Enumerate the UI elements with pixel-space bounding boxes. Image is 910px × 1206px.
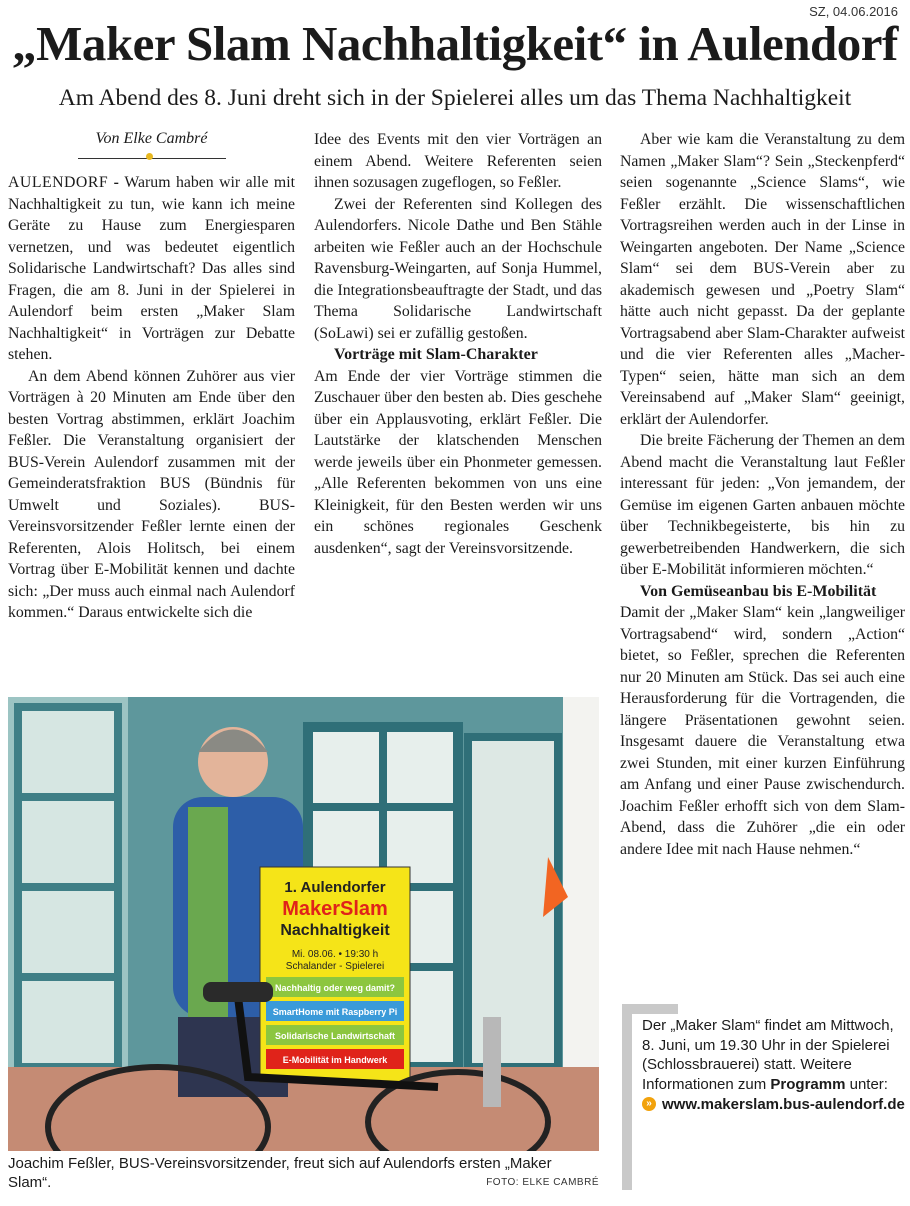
poster-subtitle: Nachhaltigkeit bbox=[280, 922, 390, 939]
dateline-place: AULENDORF bbox=[8, 174, 109, 191]
dateline-separator: - bbox=[108, 174, 125, 191]
byline-dot bbox=[146, 153, 153, 160]
headline: „Maker Slam Nachhaltigkeit“ in Aulendorf bbox=[12, 16, 898, 71]
info-bold-word: Programm bbox=[770, 1075, 846, 1093]
article-photo bbox=[8, 697, 599, 1151]
column-2 bbox=[314, 129, 602, 559]
source-date: SZ, 04.06.2016 bbox=[809, 4, 898, 19]
poster-date: Mi. 08.06. • 19:30 h bbox=[291, 949, 379, 960]
paragraph-text: Warum haben wir alle mit Nachhaltigkeit zu tun, wie kann ich meine Geräte zu Hause zum Energiesparen vernetzen, und was bedeutet eigentlich Solidarische Landwirtschaft? Das alles sind Fragen, die am 8. Juni in der Spielerei in Aulendorf beim ersten „Maker Slam Nachhaltigkeit“ in Vorträgen zur Debatte stehen. bbox=[8, 174, 295, 363]
byline: Von Elke Cambré bbox=[95, 130, 208, 147]
poster-topic: Solidarische Landwirtschaft bbox=[274, 1031, 396, 1041]
poster-topic: E-Mobilität im Handwerk bbox=[282, 1055, 388, 1065]
paragraph: Am Ende der vier Vorträge stimmen die Zuschauer über den besten ab. Dies geschehe über ein Applausvoting, erklärt Feßler. Die Lautstärke der klatschenden Menschen werde jeweils über ein Phonmeter gemessen. „Alle Referenten bekommen von uns eine Kleinigkeit, für den Besten werden wir uns ein schönes regionales Geschenk ausdenken“, sagt der Vereinsvorsitzende. bbox=[314, 367, 602, 557]
poster-venue: Schalander - Spielerei bbox=[285, 961, 385, 972]
info-url[interactable]: www.makerslam.bus-aulendorf.de bbox=[662, 1096, 905, 1113]
info-box-text bbox=[642, 1016, 906, 1115]
info-text: Der „Maker Slam“ findet am Mittwoch, 8. Juni, um 19.30 Uhr in der Spielerei (Schlossbrauerei) statt. Weitere Informationen zum bbox=[642, 1017, 894, 1093]
info-link[interactable] bbox=[642, 1095, 906, 1115]
subheadline: Am Abend des 8. Juni dreht sich in der Spielerei alles um das Thema Nachhaltigkeit bbox=[58, 85, 852, 111]
poster-title: 1. Aulendorfer bbox=[284, 879, 386, 896]
paragraph: Damit der „Maker Slam“ kein „langweiliger Vortragsabend“ wird, sondern „Action“ bietet, so Feßler, sprechen die Referenten nur 20 Minuten am Stück. Das sei auch eine Herausforderung für die Vortragenden, die längere Präsentationen gewohnt seien. Insgesamt dauere die Veranstaltung etwa zwei Stunden, mit einer kurzen Einführung am Anfang und einer Pause zwischendurch. Joachim Feßler erhofft sich von dem Slam-Abend, dass die Zuhörer „die ein oder andere Idee mit nach Hause nehmen.“ bbox=[620, 604, 905, 858]
photo-illustration bbox=[8, 697, 599, 1151]
section-subtitle: Von Gemüseanbau bis E-Mobilität bbox=[640, 582, 877, 600]
paragraph: Aber wie kam die Veranstaltung zu dem Namen „Maker Slam“? Sein „Steckenpferd“ seien sogenannte „Science Slams“, wie Feßler erzählt. Die wissenschaftlichen Vortragsreihen werden auch in der Linse in Weingarten angeboten. Der Name „Science Slam“ sei dem BUS-Verein aber zu akademisch gewesen und „Poetry Slam“ hätte auch nicht gepasst. Da der geplante Vortragsabend aber Slam-Charakter aufweist und die vier Referenten alles „Macher-Typen“ seien, hätte man sich an dem Vereinsabend auf „Maker Slam“ geeinigt, erklärt der Aulendorfer. bbox=[620, 131, 905, 428]
info-box-corner bbox=[622, 1004, 678, 1014]
paragraph: Zwei der Referenten sind Kollegen des Aulendorfers. Nicole Dathe und Ben Stähle arbeiten wie Feßler auch an der Hochschule Ravensburg-Weingarten, auf Sonja Hummel, die Integrationsbeauftragte der Stadt, und das Thema Solidarische Landwirtschaft (SoLawi) sei er zufällig gestoßen. bbox=[314, 195, 602, 342]
poster-topic: Nachhaltig oder weg damit? bbox=[274, 983, 396, 993]
byline-block bbox=[8, 128, 295, 156]
paragraph: An dem Abend können Zuhörer aus vier Vorträgen à 20 Minuten am Ende über den besten Vortrag abstimmen, erklärt Joachim Feßler. Die Veranstaltung organisiert der BUS-Verein Aulendorf zusammen mit der Gemeinderatsfraktion BUS (Bündnis für Umwelt und Soziales). BUS-Vereinsvorsitzender Feßler lernte einen der Referenten, Alois Holitsch, bei einem Vortrag über E-Mobilität kennen und dachte sich: „Der muss auch einmal nach Aulendorf kommen.“ Daraus entwickelte sich die bbox=[8, 367, 295, 621]
arrow-right-circle-icon: » bbox=[642, 1097, 656, 1111]
poster-topic: SmartHome mit Raspberry Pi bbox=[272, 1007, 398, 1017]
photo-credit: FOTO: ELKE CAMBRÉ bbox=[486, 1177, 599, 1188]
column-3 bbox=[620, 129, 905, 860]
paragraph bbox=[8, 172, 295, 366]
photo-caption: Joachim Feßler, BUS-Vereinsvorsitzender, freut sich auf Aulendorfs ersten „Maker Slam“. bbox=[8, 1155, 552, 1191]
paragraph: Die breite Fächerung der Themen an dem Abend macht die Veranstaltung laut Feßler interessant für jeden: „Von jemandem, der Gemüse im eigenen Garten anbauen möchte über Technikbegeisterte, bis hin zu gewerbetreibenden Handwerkern, die sich über E-Mobilität informieren möchten.“ bbox=[620, 432, 905, 578]
photo-caption-block bbox=[8, 1154, 599, 1192]
poster-makerslam: MakerSlam bbox=[282, 898, 388, 920]
section-subtitle: Vorträge mit Slam-Charakter bbox=[334, 346, 538, 363]
info-text-end: unter: bbox=[845, 1075, 888, 1093]
info-box-bar bbox=[622, 1004, 632, 1190]
column-1 bbox=[8, 172, 295, 624]
paragraph: Idee des Events mit den vier Vorträgen an einem Abend. Weitere Referenten seien ihnen sozusagen zugeflogen, so Feßler. bbox=[314, 131, 602, 191]
info-box bbox=[622, 1004, 908, 1190]
